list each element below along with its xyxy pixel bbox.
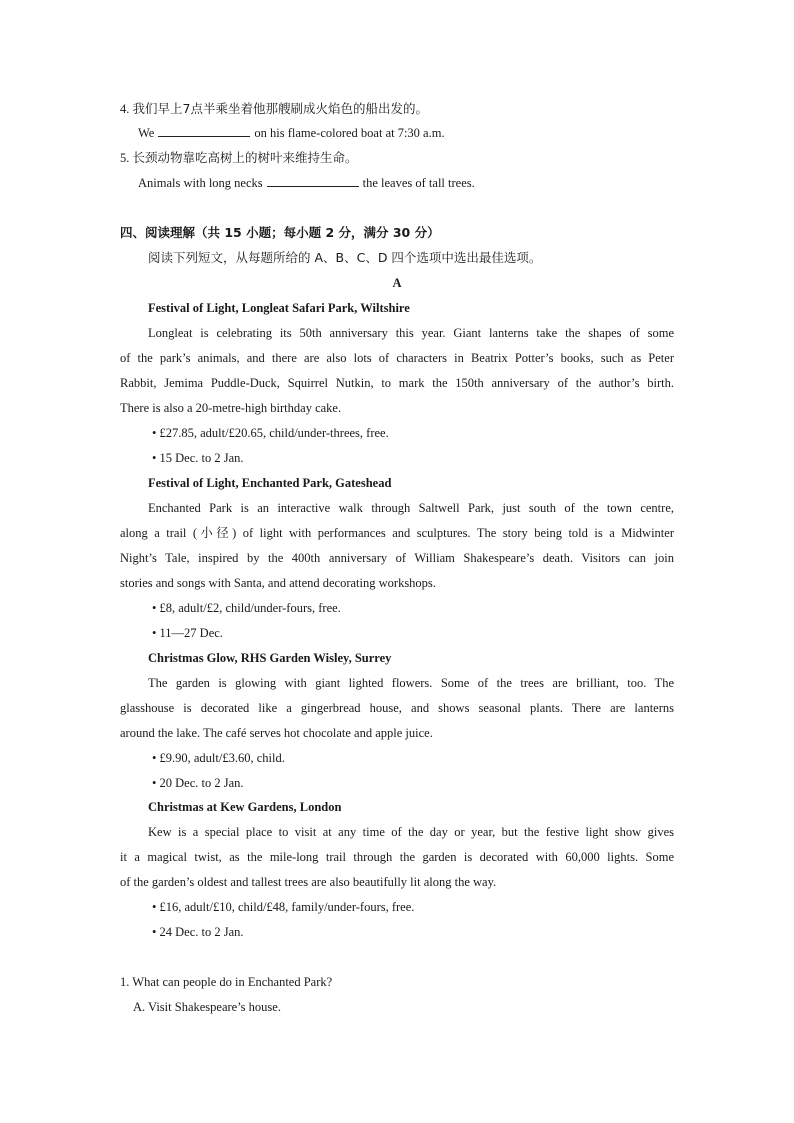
item-title: Christmas Glow, RHS Garden Wisley, Surrey (148, 651, 392, 665)
item-paragraph-line: of the park’s animals, and there are also lots of characters in Beatrix Potter’s books, such as Peter (120, 351, 674, 365)
answer-blank[interactable] (158, 124, 250, 137)
item-paragraph-line: Kew is a special place to visit at any time of the day or year, but the festive light show gives (148, 825, 674, 839)
item-price: • £16, adult/£10, child/£48, family/under-fours, free. (152, 900, 415, 914)
answer-blank[interactable] (267, 174, 359, 187)
item-paragraph-line: Enchanted Park is an interactive walk through Saltwell Park, just south of the town centre, (148, 501, 674, 515)
chinese-sentence: 长颈动物靠吃高树上的树叶来维持生命。 (132, 150, 358, 165)
answer-prefix: We (138, 126, 155, 140)
item-price: • £9.90, adult/£3.60, child. (152, 751, 285, 765)
item-price: • £27.85, adult/£20.65, child/under-threes, free. (152, 426, 389, 440)
item-dates: • 11—27 Dec. (152, 626, 223, 640)
item-dates: • 20 Dec. to 2 Jan. (152, 776, 244, 790)
question-number: 5. (120, 151, 130, 165)
item-title: Festival of Light, Longleat Safari Park, Wiltshire (148, 301, 410, 315)
item-paragraph-line: Longleat is celebrating its 50th anniversary this year. Giant lanterns take the shapes of some (148, 326, 674, 340)
question-1-stem: 1. What can people do in Enchanted Park? (120, 975, 333, 989)
item-paragraph-line: stories and songs with Santa, and attend decorating workshops. (120, 576, 436, 590)
item-title: Christmas at Kew Gardens, London (148, 800, 342, 814)
chinese-sentence: 我们早上7点半乘坐着他那艘刷成火焰色的船出发的。 (132, 101, 428, 116)
section-heading: 四、阅读理解（共 15 小题；每小题 2 分，满分 30 分） (120, 225, 440, 240)
item-dates: • 24 Dec. to 2 Jan. (152, 925, 244, 939)
item-paragraph-line: it a magical twist, as the mile-long trail through the garden is decorated with 60,000 lights. Some (120, 850, 674, 864)
item-paragraph-line: along a trail (小径) of light with performances and sculptures. The story being told is a Midwinter (120, 526, 674, 540)
item-paragraph-line: glasshouse is decorated like a gingerbread house, and shows seasonal plants. There are lanterns (120, 701, 674, 715)
question-5-answer (138, 174, 475, 192)
answer-suffix: on his flame-colored boat at 7:30 a.m. (254, 126, 445, 140)
item-paragraph-line: There is also a 20-metre-high birthday cake. (120, 401, 342, 415)
passage-label: A (392, 276, 402, 290)
answer-prefix: Animals with long necks (138, 176, 263, 190)
item-title: Festival of Light, Enchanted Park, Gateshead (148, 476, 392, 490)
section-instruction: 阅读下列短文，从每题所给的 A、B、C、D 四个选项中选出最佳选项。 (148, 250, 542, 265)
item-paragraph-line: of the garden’s oldest and tallest trees are also beautifully lit along the way. (120, 875, 497, 889)
question-4-answer (138, 124, 445, 142)
item-price: • £8, adult/£2, child/under-fours, free. (152, 601, 341, 615)
item-paragraph-line: Rabbit, Jemima Puddle-Duck, Squirrel Nutkin, to mark the 150th anniversary of the author’s birth. (120, 376, 674, 390)
item-paragraph-line: The garden is glowing with giant lighted flowers. Some of the trees are brilliant, too. The (148, 676, 674, 690)
question-5-chinese (120, 149, 358, 167)
question-1-option-a[interactable]: A. Visit Shakespeare’s house. (133, 1000, 281, 1014)
answer-suffix: the leaves of tall trees. (362, 176, 475, 190)
item-dates: • 15 Dec. to 2 Jan. (152, 451, 244, 465)
question-number: 4. (120, 102, 130, 116)
item-paragraph-line: around the lake. The café serves hot chocolate and apple juice. (120, 726, 433, 740)
question-4-chinese (120, 100, 428, 118)
item-paragraph-line: Night’s Tale, inspired by the 400th anniversary of William Shakespeare’s death. Visitors can join (120, 551, 674, 565)
